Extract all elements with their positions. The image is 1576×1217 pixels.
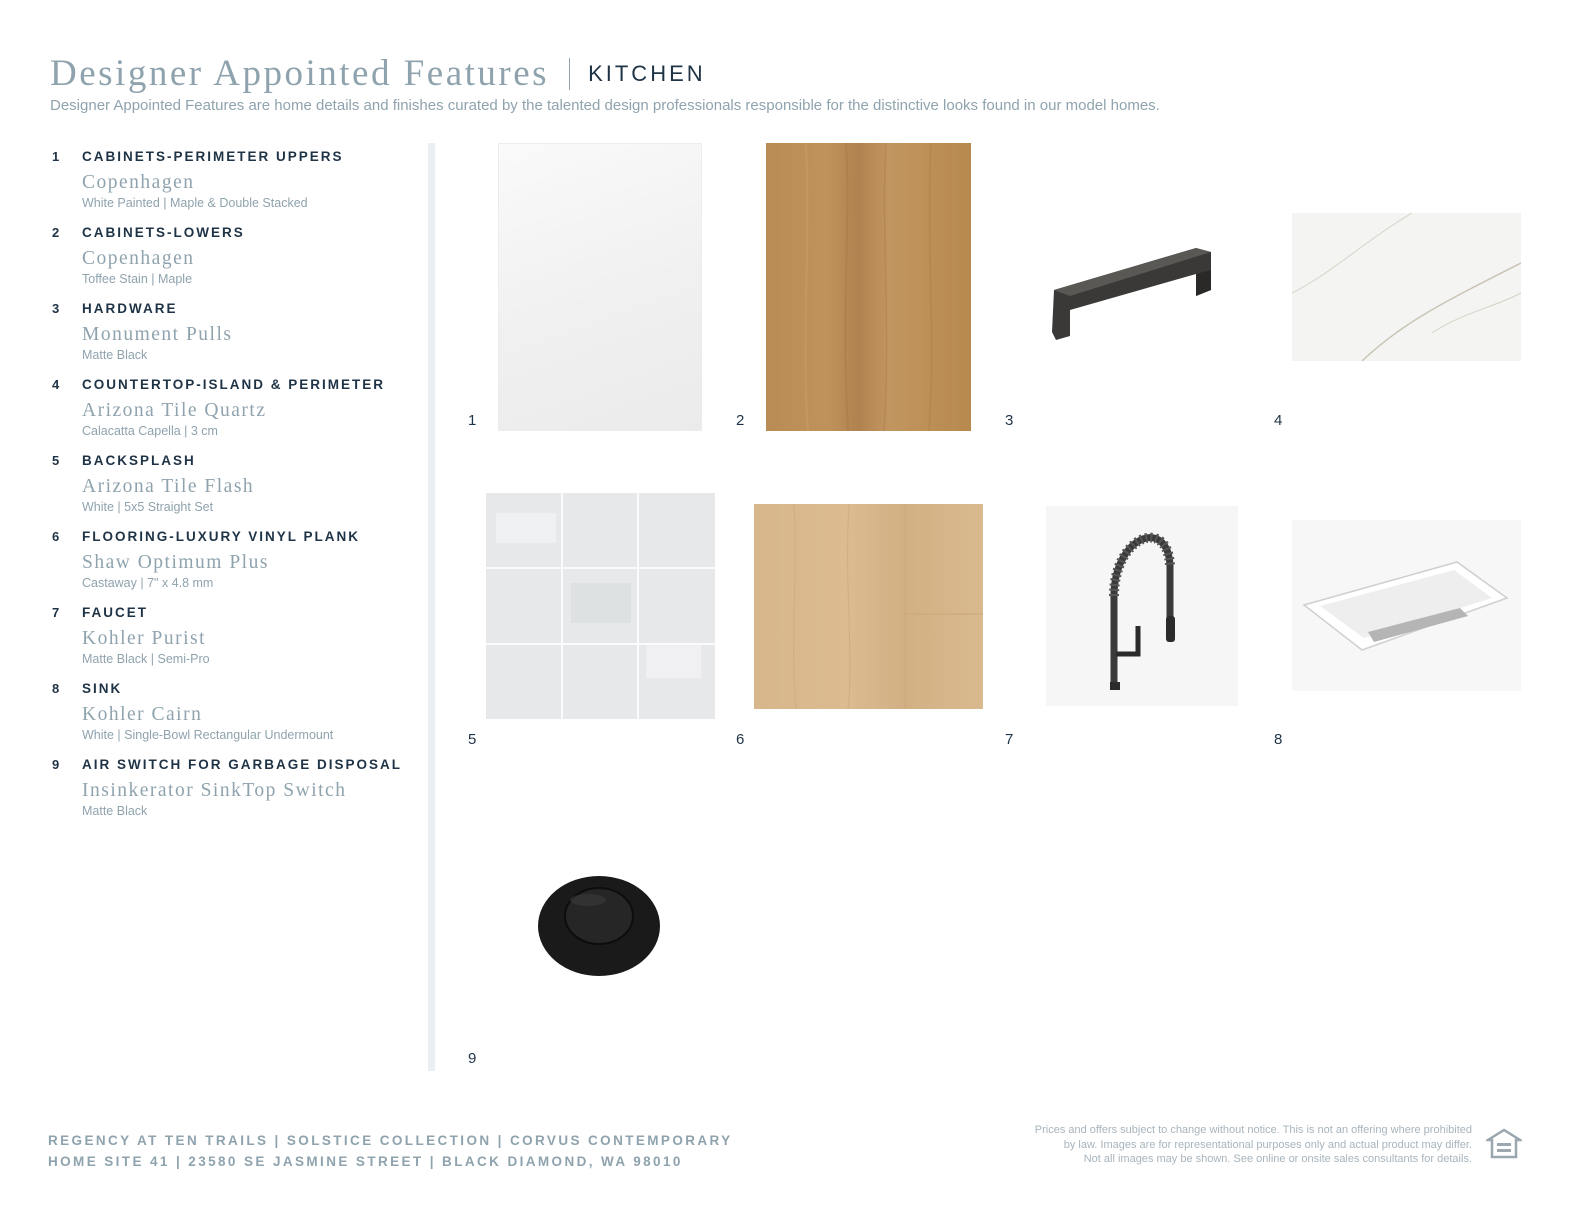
tile-grid-texture: [486, 493, 715, 719]
swatch-number: 4: [1274, 412, 1283, 429]
feature-name: Arizona Tile Flash: [82, 476, 255, 497]
sink-icon: [1292, 520, 1521, 691]
disclaimer-line: Not all images may be shown. See online or onsite sales consultants for details.: [1083, 1153, 1472, 1165]
feature-detail: White | 5x5 Straight Set: [82, 500, 214, 514]
feature-number: 7: [52, 605, 60, 620]
feature-number: 8: [52, 681, 60, 696]
feature-name: Kohler Purist: [82, 628, 207, 649]
feature-category: FLOORING-LUXURY VINYL PLANK: [82, 529, 361, 544]
feature-detail: Matte Black: [82, 804, 148, 818]
feature-name: Arizona Tile Quartz: [82, 400, 267, 421]
feature-number: 9: [52, 757, 60, 772]
page-subtitle: Designer Appointed Features are home details and finishes curated by the talented design professionals responsible for the distinctive looks found in our model homes.: [50, 97, 1160, 114]
feature-item: [52, 679, 422, 755]
swatch-white-painted-cabinet: [498, 143, 702, 431]
feature-detail: Calacatta Capella | 3 cm: [82, 424, 218, 438]
page-title: Designer Appointed Features: [50, 53, 550, 94]
feature-detail: Matte Black | Semi-Pro: [82, 652, 210, 666]
feature-category: CABINETS-PERIMETER UPPERS: [82, 149, 344, 164]
feature-detail: White | Single-Bowl Rectangular Undermount: [82, 728, 334, 742]
feature-category: COUNTERTOP-ISLAND & PERIMETER: [82, 377, 386, 392]
feature-detail: Toffee Stain | Maple: [82, 272, 193, 286]
swatch-number: 9: [468, 1050, 477, 1067]
feature-number: 3: [52, 301, 60, 316]
feature-detail: Castaway | 7" x 4.8 mm: [82, 576, 214, 590]
footer-homesite-line: HOME SITE 41 | 23580 SE JASMINE STREET | BLACK DIAMOND, WA 98010: [48, 1154, 683, 1169]
footer-community-line: REGENCY AT TEN TRAILS | SOLSTICE COLLECTION | CORVUS CONTEMPORARY: [48, 1133, 733, 1148]
feature-category: HARDWARE: [82, 301, 178, 316]
swatch-number: 6: [736, 731, 745, 748]
swatch-monument-pull: [1046, 240, 1216, 345]
feature-number: 2: [52, 225, 60, 240]
feature-number: 6: [52, 529, 60, 544]
feature-number: 4: [52, 377, 60, 392]
feature-item: [52, 147, 422, 223]
swatch-number: 5: [468, 731, 477, 748]
feature-detail: Matte Black: [82, 348, 148, 362]
swatch-toffee-maple: [766, 143, 971, 431]
feature-item: [52, 223, 422, 299]
swatch-calacatta-quartz: [1292, 213, 1521, 361]
swatch-number: 7: [1005, 731, 1014, 748]
feature-list: [52, 147, 422, 831]
equal-housing-opportunity-icon: [1486, 1127, 1522, 1168]
feature-detail: White Painted | Maple & Double Stacked: [82, 196, 308, 210]
feature-name: Kohler Cairn: [82, 704, 203, 725]
swatch-number: 2: [736, 412, 745, 429]
disclaimer-line: by law. Images are for representational purposes only and actual product may differ.: [1063, 1138, 1472, 1151]
feature-number: 1: [52, 149, 60, 164]
footer-disclaimer: [952, 1123, 1472, 1167]
feature-item: [52, 451, 422, 527]
section-title: KITCHEN: [588, 60, 706, 86]
page-header: [50, 52, 706, 95]
feature-name: Copenhagen: [82, 172, 195, 193]
title-divider: [569, 58, 570, 90]
feature-item: [52, 603, 422, 679]
wood-grain-texture: [754, 504, 983, 709]
wood-grain-texture: [766, 143, 971, 431]
feature-item: [52, 755, 422, 831]
marble-vein-texture: [1292, 213, 1521, 361]
feature-category: CABINETS-LOWERS: [82, 225, 245, 240]
cabinet-pull-icon: [1046, 240, 1216, 345]
disclaimer-line: Prices and offers subject to change without notice. This is not an offering where prohibited: [1034, 1124, 1472, 1136]
swatch-number: 1: [468, 412, 477, 429]
swatch-air-switch: [536, 870, 662, 978]
feature-item: [52, 375, 422, 451]
swatch-number: 3: [1005, 412, 1014, 429]
swatch-luxury-vinyl-plank: [754, 504, 983, 709]
feature-category: SINK: [82, 681, 123, 696]
faucet-icon: [1046, 506, 1238, 706]
feature-item: [52, 527, 422, 603]
feature-category: AIR SWITCH FOR GARBAGE DISPOSAL: [82, 757, 403, 772]
swatch-number: 8: [1274, 731, 1283, 748]
air-switch-icon: [536, 870, 662, 978]
feature-item: [52, 299, 422, 375]
feature-name: Monument Pulls: [82, 324, 233, 345]
swatch-backsplash-tile: [486, 493, 715, 719]
feature-name: Shaw Optimum Plus: [82, 552, 269, 573]
feature-name: Insinkerator SinkTop Switch: [82, 780, 347, 801]
swatch-kohler-faucet: [1046, 506, 1238, 706]
feature-name: Copenhagen: [82, 248, 195, 269]
footer-address: [48, 1130, 733, 1172]
feature-category: FAUCET: [82, 605, 148, 620]
vertical-divider: [428, 143, 435, 1071]
feature-category: BACKSPLASH: [82, 453, 196, 468]
swatch-kohler-sink: [1292, 520, 1521, 691]
feature-number: 5: [52, 453, 60, 468]
